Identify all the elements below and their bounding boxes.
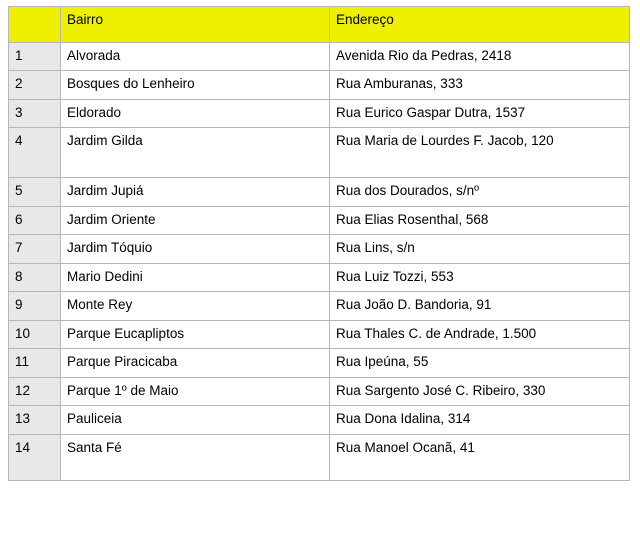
table-row <box>9 128 630 178</box>
table-row <box>9 406 630 434</box>
row-endereco: Rua Elias Rosenthal, 568 <box>330 206 630 234</box>
row-bairro: Pauliceia <box>61 406 330 434</box>
row-bairro: Santa Fé <box>61 434 330 480</box>
column-header-bairro: Bairro <box>61 7 330 43</box>
row-endereco: Rua Ipeúna, 55 <box>330 349 630 377</box>
row-number: 1 <box>9 43 61 71</box>
neighborhood-address-table <box>8 6 630 481</box>
row-number: 2 <box>9 71 61 99</box>
row-number: 14 <box>9 434 61 480</box>
row-number: 9 <box>9 292 61 320</box>
row-bairro: Jardim Oriente <box>61 206 330 234</box>
row-endereco: Rua Thales C. de Andrade, 1.500 <box>330 320 630 348</box>
table-row <box>9 235 630 263</box>
row-endereco: Rua Sargento José C. Ribeiro, 330 <box>330 377 630 405</box>
table-row <box>9 178 630 206</box>
row-endereco: Rua Eurico Gaspar Dutra, 1537 <box>330 99 630 127</box>
row-bairro: Jardim Tóquio <box>61 235 330 263</box>
row-endereco: Rua Dona Idalina, 314 <box>330 406 630 434</box>
table-header <box>9 7 630 43</box>
row-number: 13 <box>9 406 61 434</box>
row-number: 4 <box>9 128 61 178</box>
row-endereco: Rua João D. Bandoria, 91 <box>330 292 630 320</box>
row-number: 11 <box>9 349 61 377</box>
table-row <box>9 43 630 71</box>
row-endereco: Rua Luiz Tozzi, 553 <box>330 263 630 291</box>
row-bairro: Parque 1º de Maio <box>61 377 330 405</box>
row-endereco: Avenida Rio da Pedras, 2418 <box>330 43 630 71</box>
row-number: 8 <box>9 263 61 291</box>
row-bairro: Mario Dedini <box>61 263 330 291</box>
row-bairro: Monte Rey <box>61 292 330 320</box>
row-number: 6 <box>9 206 61 234</box>
table-row <box>9 320 630 348</box>
column-header-endereco: Endereço <box>330 7 630 43</box>
row-bairro: Eldorado <box>61 99 330 127</box>
table-row <box>9 377 630 405</box>
row-bairro: Bosques do Lenheiro <box>61 71 330 99</box>
table-row <box>9 206 630 234</box>
table-row <box>9 349 630 377</box>
row-number: 5 <box>9 178 61 206</box>
row-number: 7 <box>9 235 61 263</box>
row-number: 12 <box>9 377 61 405</box>
row-endereco: Rua Maria de Lourdes F. Jacob, 120 <box>330 128 630 178</box>
row-endereco: Rua Lins, s/n <box>330 235 630 263</box>
row-endereco: Rua Amburanas, 333 <box>330 71 630 99</box>
row-endereco: Rua Manoel Ocanã, 41 <box>330 434 630 480</box>
table-body <box>9 43 630 481</box>
row-bairro: Jardim Jupiá <box>61 178 330 206</box>
table-row <box>9 434 630 480</box>
row-number: 10 <box>9 320 61 348</box>
table-row <box>9 99 630 127</box>
row-bairro: Parque Piracicaba <box>61 349 330 377</box>
table-row <box>9 263 630 291</box>
column-header-number <box>9 7 61 43</box>
table-header-row <box>9 7 630 43</box>
row-bairro: Jardim Gilda <box>61 128 330 178</box>
row-number: 3 <box>9 99 61 127</box>
row-bairro: Alvorada <box>61 43 330 71</box>
row-bairro: Parque Eucapliptos <box>61 320 330 348</box>
table-row <box>9 71 630 99</box>
row-endereco: Rua dos Dourados, s/nº <box>330 178 630 206</box>
table-row <box>9 292 630 320</box>
